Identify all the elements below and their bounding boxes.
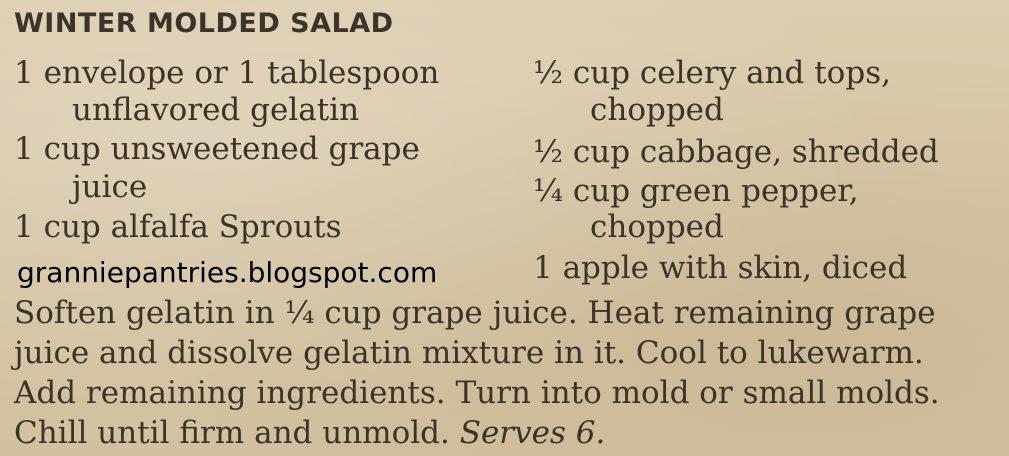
ingredient-grape-juice	[14, 130, 420, 169]
ingredient-gelatin-continued: unflavored gelatin	[72, 92, 360, 128]
ingredient-alfalfa-sprouts	[14, 208, 342, 247]
ingredient-line: ¼ cup green pepper,	[533, 173, 859, 209]
ingredient-line: ½ cup cabbage, shredded	[533, 134, 939, 170]
directions-line: Add remaining ingredients. Turn into mold or small molds.	[14, 375, 940, 411]
directions-line-text: Chill until firm and unmold.	[14, 415, 450, 451]
directions-line-last	[14, 413, 999, 453]
ingredient-green-pepper	[533, 172, 859, 211]
recipe-directions	[14, 293, 999, 453]
ingredient-line: 1 apple with skin, diced	[533, 250, 908, 286]
recipe-title: WINTER MOLDED SALAD	[14, 8, 394, 39]
directions-line: Soften gelatin in ¼ cup grape juice. Heat remaining grape	[14, 295, 936, 331]
ingredient-line: 1 cup unsweetened grape	[14, 131, 420, 167]
directions-line: juice and dissolve gelatin mixture in it. Cool to lukewarm.	[14, 335, 924, 371]
ingredient-gelatin	[14, 54, 439, 93]
ingredient-grape-juice-continued: juice	[72, 169, 148, 205]
ingredient-green-pepper-continued: chopped	[590, 209, 724, 245]
blog-watermark: granniepantries.blogspot.com	[17, 256, 438, 289]
ingredient-celery-continued: chopped	[590, 92, 724, 128]
ingredient-line: ½ cup celery and tops,	[533, 55, 891, 91]
ingredient-line: 1 cup alfalfa Sprouts	[14, 209, 342, 245]
ingredient-cabbage	[533, 133, 939, 172]
ingredient-line: 1 envelope or 1 tablespoon	[14, 55, 440, 91]
serves-count: Serves 6.	[459, 415, 606, 451]
ingredient-apple	[533, 249, 907, 288]
ingredient-celery	[533, 54, 891, 93]
